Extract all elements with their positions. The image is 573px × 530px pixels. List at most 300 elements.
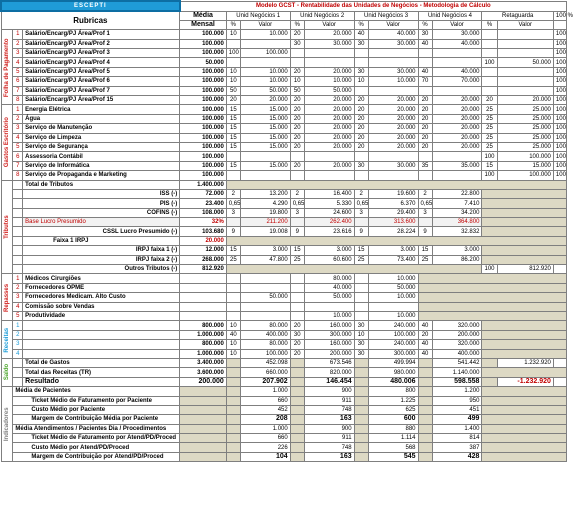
valor-cell: 25.000	[497, 142, 553, 151]
pct-cell: 10	[226, 67, 240, 76]
pct-cell: 30	[354, 161, 368, 170]
valor-cell	[432, 58, 482, 67]
pct-cell: 30	[418, 30, 432, 39]
pct-cell: 40	[418, 67, 432, 76]
valor-cell: 20.000	[304, 133, 354, 142]
valor-cell: 10.000	[304, 312, 354, 321]
pct-cell: 25	[482, 124, 497, 133]
indicador-value: 748	[304, 405, 354, 414]
pct-cell: 20	[418, 133, 432, 142]
valor-cell: 20.000	[368, 142, 418, 151]
indicadores-section-label: Indicadores	[1, 387, 13, 462]
base-lucro-value: 313.600	[368, 218, 418, 227]
valor-cell: 160.000	[304, 321, 354, 330]
indicador-name: Custo Médio por Paciente	[13, 405, 180, 414]
gastos-row	[1, 152, 567, 161]
resultado-value: 480.006	[368, 377, 418, 386]
indicador-name: Margem de Contribuição Média por Paciente	[13, 415, 180, 424]
valor-cell: 10.000	[368, 293, 418, 302]
pct-cell: 40	[418, 340, 432, 349]
pct-cell	[418, 152, 432, 161]
pct-cell	[290, 58, 304, 67]
gastos-row	[1, 133, 567, 142]
valor-cell: 400.000	[240, 330, 290, 339]
resultado-value: 598.558	[432, 377, 482, 386]
valor-cell	[304, 49, 354, 58]
valor-subheader: Valor	[304, 20, 354, 29]
indicador-name: Ticket Médio de Faturamento por Paciente	[13, 396, 180, 405]
rubrica-name: Água	[23, 114, 180, 123]
pct-cell: 15	[354, 246, 368, 255]
pct-cell: 40	[418, 349, 432, 358]
pct-cell: 3	[226, 208, 240, 217]
pct-cell: 20	[482, 96, 497, 105]
indicador-value: 163	[304, 452, 354, 461]
valor-cell: 34.200	[432, 208, 482, 217]
valor-cell: 22.800	[432, 189, 482, 198]
media-mensal-value: 100.000	[180, 96, 227, 105]
blank-cell	[553, 20, 566, 29]
pct-cell	[354, 152, 368, 161]
total-tributos-value: 1.400.000	[180, 180, 227, 189]
pct-cell: 10	[354, 330, 368, 339]
valor-cell: 15.000	[497, 161, 553, 170]
mensal-header: Mensal	[180, 20, 227, 29]
indicador-value: 545	[368, 452, 418, 461]
pct-cell: 20	[354, 142, 368, 151]
rubrica-name: Salário/Encarg/PJ Área/Prof 2	[23, 39, 180, 48]
media-mensal-value: 100.000	[180, 39, 227, 48]
tributo-media: 23.400	[180, 199, 227, 208]
pct-cell: 20	[290, 105, 304, 114]
indicador-row	[1, 405, 567, 414]
valor-cell: 100.000	[240, 349, 290, 358]
pct-cell: 25	[418, 255, 432, 264]
faixa-irpj-label: Faixa 1 IRPJ	[23, 236, 180, 245]
gastos-row	[1, 171, 567, 180]
pct-cell: 25	[354, 255, 368, 264]
repasse-name: Médicos Cirurgiões	[23, 274, 180, 283]
indicador-value: 387	[432, 443, 482, 452]
valor-cell: 19.800	[240, 208, 290, 217]
cssl-row	[1, 227, 567, 236]
rubrica-name: Serviço de Segurança	[23, 142, 180, 151]
valor-cell: 25.000	[497, 133, 553, 142]
valor-cell: 30.000	[368, 39, 418, 48]
folha-row	[1, 30, 567, 39]
total-pct-cell: 100	[553, 105, 566, 114]
rubricas-header: Rubricas	[1, 11, 180, 30]
pct-cell	[290, 152, 304, 161]
receita-row	[1, 330, 567, 339]
faixa-row	[1, 236, 567, 245]
pct-cell: 100	[482, 265, 497, 274]
indicador-value: 163	[304, 415, 354, 424]
pct-cell: 40	[354, 30, 368, 39]
valor-cell: 320.000	[432, 340, 482, 349]
valor-cell: 15.000	[240, 161, 290, 170]
receita-row	[1, 340, 567, 349]
pct-cell: 9	[226, 227, 240, 236]
cssl-media: 103.680	[180, 227, 227, 236]
valor-cell	[432, 49, 482, 58]
valor-cell	[432, 171, 482, 180]
tributo-media: 72.000	[180, 189, 227, 198]
total-pct-cell: 100	[553, 67, 566, 76]
pct-cell	[482, 39, 497, 48]
valor-cell: 80.000	[240, 321, 290, 330]
pct-cell	[482, 77, 497, 86]
folha-row	[1, 86, 567, 95]
resultado-value: 146.454	[304, 377, 354, 386]
valor-cell: 60.600	[304, 255, 354, 264]
folha-row	[1, 67, 567, 76]
pct-subheader: %	[482, 20, 497, 29]
rubrica-name: Salário/Encarg/PJ Área/Prof 5	[23, 67, 180, 76]
pct-cell	[290, 171, 304, 180]
tributos-total-row	[1, 180, 567, 189]
media-mensal-value: 100.000	[180, 133, 227, 142]
pct-cell: 10	[226, 340, 240, 349]
pct-cell: 20	[290, 133, 304, 142]
indicador-value: 900	[304, 424, 354, 433]
indicador-value: 428	[432, 452, 482, 461]
valor-cell: 86.200	[432, 255, 482, 264]
receita-media: 1.000.000	[180, 349, 227, 358]
valor-cell: 40.000	[432, 39, 482, 48]
pct-cell: 2	[290, 189, 304, 198]
total-pct-cell: 100	[553, 152, 566, 161]
valor-cell: 1.140.000	[432, 368, 482, 377]
valor-cell	[240, 171, 290, 180]
valor-cell: 15.000	[240, 142, 290, 151]
pct-cell: 15	[418, 246, 432, 255]
valor-cell: 673.546	[304, 358, 354, 367]
indicador-value: 451	[432, 405, 482, 414]
rubrica-name: Assessoria Contábil	[23, 152, 180, 161]
total-pct-cell: 100	[553, 39, 566, 48]
indicador-row	[1, 424, 567, 433]
valor-cell	[497, 67, 553, 76]
pct-cell: 9	[418, 227, 432, 236]
total-pct-cell: 100	[553, 58, 566, 67]
valor-cell: 35.000	[432, 161, 482, 170]
pct-cell: 15	[226, 246, 240, 255]
valor-cell: 3.000	[368, 246, 418, 255]
pct-cell	[354, 86, 368, 95]
valor-cell: 10.000	[368, 274, 418, 283]
valor-cell: 20.000	[432, 124, 482, 133]
valor-subheader: Valor	[368, 20, 418, 29]
media-header: Média	[180, 11, 227, 20]
folha-row	[1, 77, 567, 86]
row-index: 5	[13, 142, 23, 151]
pct-cell	[418, 49, 432, 58]
valor-cell: 300.000	[368, 349, 418, 358]
valor-cell: 16.400	[304, 189, 354, 198]
valor-cell	[368, 58, 418, 67]
pct-cell: 10	[354, 77, 368, 86]
pct-cell: 20	[354, 133, 368, 142]
total-tributos-label: Total de Tributos	[23, 180, 180, 189]
pct-cell: 20	[418, 96, 432, 105]
valor-cell: 20.000	[432, 133, 482, 142]
repasses-section-label: Repasses	[1, 274, 13, 321]
pct-cell: 15	[226, 124, 240, 133]
indicador-value: 900	[304, 387, 354, 396]
receita-row	[1, 349, 567, 358]
pct-cell: 30	[354, 340, 368, 349]
valor-cell: 3.000	[432, 246, 482, 255]
gastos-row	[1, 142, 567, 151]
gastos-row	[1, 161, 567, 170]
indicador-value: 911	[304, 434, 354, 443]
total-pct-cell: 100	[553, 124, 566, 133]
indicador-name: Custo Médio por Atend/PD/Proced	[13, 443, 180, 452]
row-index: 1	[13, 105, 23, 114]
total-pct-cell: 100	[553, 133, 566, 142]
valor-cell: 5.330	[304, 199, 354, 208]
media-mensal-value: 100.000	[180, 152, 227, 161]
valor-cell: 40.000	[432, 67, 482, 76]
total-receitas-row	[1, 368, 567, 377]
rubrica-name: Serviço de Manutenção	[23, 124, 180, 133]
valor-cell: 20.000	[304, 124, 354, 133]
valor-cell: 20.000	[304, 67, 354, 76]
indicador-row	[1, 415, 567, 424]
valor-cell	[432, 152, 482, 161]
valor-cell: 660.000	[240, 368, 290, 377]
valor-cell: 100.000	[497, 171, 553, 180]
row-index: 4	[13, 133, 23, 142]
total-gastos-media: 3.400.000	[180, 358, 227, 367]
pct-cell: 10	[226, 77, 240, 86]
folha-row	[1, 58, 567, 67]
pct-cell	[226, 152, 240, 161]
valor-cell: 30.000	[304, 39, 354, 48]
valor-cell: 20.000	[368, 124, 418, 133]
valor-cell: 20.000	[368, 133, 418, 142]
irpj2-row	[1, 255, 567, 264]
repasse-name: Comissão sobre Vendas	[23, 302, 180, 311]
pct-cell: 25	[482, 105, 497, 114]
indicador-value: 660	[240, 434, 290, 443]
pct-cell: 25	[290, 255, 304, 264]
total-pct-cell: 100	[553, 161, 566, 170]
tributo-name: ISS (-)	[23, 189, 180, 198]
total-receitas-label: Total das Receitas (TR)	[23, 368, 180, 377]
irpj1-row	[1, 246, 567, 255]
pct-cell	[226, 39, 240, 48]
total-pct-cell: 100	[553, 171, 566, 180]
rubrica-name: Salário/Encarg/PJ Área/Prof 15	[23, 96, 180, 105]
row-index: 7	[13, 161, 23, 170]
pct-cell: 15	[482, 161, 497, 170]
indicador-value: 226	[240, 443, 290, 452]
base-lucro-value: 211.200	[240, 218, 290, 227]
indicador-value: 911	[304, 396, 354, 405]
row-index: 2	[13, 330, 23, 339]
valor-cell	[304, 302, 354, 311]
row-index: 3	[13, 49, 23, 58]
pct-cell	[226, 58, 240, 67]
row-index: 2	[13, 283, 23, 292]
total-receitas-media: 3.600.000	[180, 368, 227, 377]
pct-cell: 20	[290, 161, 304, 170]
repasse-name: Fornecedores OPME	[23, 283, 180, 292]
pct-cell: 20	[290, 349, 304, 358]
indicador-name: Média Atendimentos / Pacientes Dia / Procedimentos	[13, 424, 180, 433]
valor-cell	[368, 152, 418, 161]
pct-cell: 10	[226, 30, 240, 39]
pct-cell: 15	[226, 114, 240, 123]
media-mensal-value: 100.000	[180, 161, 227, 170]
valor-cell: 20.000	[240, 96, 290, 105]
media-mensal-value: 100.000	[180, 49, 227, 58]
pct-cell	[482, 86, 497, 95]
row-index: 5	[13, 67, 23, 76]
receita-row	[1, 321, 567, 330]
valor-cell: 20.000	[368, 114, 418, 123]
row-index: 4	[13, 58, 23, 67]
pct-cell: 10	[226, 349, 240, 358]
folha-row	[1, 49, 567, 58]
valor-cell: 160.000	[304, 340, 354, 349]
valor-cell	[432, 86, 482, 95]
pct-cell: 15	[226, 142, 240, 151]
indicador-name: Média de Pacientes	[13, 387, 180, 396]
row-index: 3	[13, 293, 23, 302]
pct-cell: 100	[482, 152, 497, 161]
indicador-row	[1, 396, 567, 405]
valor-cell: 20.000	[432, 105, 482, 114]
pct-cell: 30	[354, 321, 368, 330]
valor-cell: 200.000	[432, 330, 482, 339]
valor-subheader: Valor	[497, 20, 553, 29]
valor-cell: 70.000	[432, 77, 482, 86]
valor-cell	[368, 49, 418, 58]
valor-cell	[368, 86, 418, 95]
valor-cell: 20.000	[368, 105, 418, 114]
pct-cell	[354, 49, 368, 58]
resultado-label: Resultado	[23, 377, 180, 386]
pct-cell: 15	[226, 105, 240, 114]
valor-cell	[497, 30, 553, 39]
pct-cell: 20	[418, 114, 432, 123]
row-index: 4	[13, 302, 23, 311]
valor-cell: 80.000	[240, 340, 290, 349]
valor-cell: 50.000	[304, 293, 354, 302]
pct-cell: 15	[290, 246, 304, 255]
indicador-name: Ticket Médio de Faturamento por Atend/PD/Proced	[13, 434, 180, 443]
row-index: 7	[13, 86, 23, 95]
valor-cell: 15.000	[240, 133, 290, 142]
pct-cell: 9	[290, 227, 304, 236]
row-index: 3	[13, 124, 23, 133]
valor-cell: 28.224	[368, 227, 418, 236]
pct-cell	[290, 49, 304, 58]
total-pct-cell: 100	[553, 96, 566, 105]
pct-cell: 2	[354, 189, 368, 198]
row-index: 2	[13, 114, 23, 123]
rubrica-name: Salário/Encarg/PJ Área/Prof 1	[23, 30, 180, 39]
pct-cell: 70	[418, 77, 432, 86]
valor-cell: 50.000	[368, 283, 418, 292]
irpj2-media: 268.000	[180, 255, 227, 264]
valor-cell: 15.000	[240, 114, 290, 123]
total-pct-cell: 100	[553, 30, 566, 39]
receitas-section-label: Receitas	[1, 321, 13, 359]
receita-media: 800.000	[180, 321, 227, 330]
valor-cell: 40.000	[304, 283, 354, 292]
gastos-section-label: Gastos Escritório	[1, 105, 13, 180]
pct-cell: 20	[418, 124, 432, 133]
total-pct-header: 100 %	[553, 11, 566, 20]
valor-cell	[240, 152, 290, 161]
pct-cell: 2	[226, 189, 240, 198]
pct-cell: 30	[354, 349, 368, 358]
repasse-row	[1, 274, 567, 283]
pct-cell	[482, 30, 497, 39]
pct-cell: 3	[290, 208, 304, 217]
pct-cell: 40	[418, 39, 432, 48]
row-index: 4	[13, 349, 23, 358]
valor-cell: 80.000	[304, 274, 354, 283]
valor-cell: 50.000	[240, 293, 290, 302]
folha-section-label: Folha de Pagamento	[1, 30, 13, 105]
base-lucro-pct: 32%	[180, 218, 227, 227]
indicador-value: 800	[368, 387, 418, 396]
row-index: 3	[13, 340, 23, 349]
base-lucro-label: Base Lucro Presumido	[23, 218, 180, 227]
un1-header: Unid Negócios 1	[226, 11, 290, 20]
pct-cell	[418, 58, 432, 67]
pct-subheader: %	[354, 20, 368, 29]
row-index: 6	[13, 77, 23, 86]
total-gastos-row	[1, 358, 567, 367]
media-mensal-value: 50.000	[180, 58, 227, 67]
valor-cell: 820.000	[304, 368, 354, 377]
pct-cell: 35	[418, 161, 432, 170]
repasse-row	[1, 302, 567, 311]
rubrica-name: Salário/Encarg/PJ Área/Prof 7	[23, 86, 180, 95]
valor-cell	[497, 49, 553, 58]
valor-cell: 10.000	[368, 312, 418, 321]
faixa-irpj-value: 20.000	[180, 236, 227, 245]
valor-cell: 50.000	[497, 58, 553, 67]
outros-row	[1, 265, 567, 274]
repasse-name: Produtividade	[23, 312, 180, 321]
repasse-row	[1, 283, 567, 292]
media-mensal-value: 100.000	[180, 86, 227, 95]
irpj1-media: 12.000	[180, 246, 227, 255]
valor-cell: 30.000	[432, 30, 482, 39]
pct-cell: 0,65	[418, 199, 432, 208]
pct-cell: 20	[290, 96, 304, 105]
valor-cell: 20.000	[304, 161, 354, 170]
total-pct-cell: 100	[553, 77, 566, 86]
indicador-value: 880	[368, 424, 418, 433]
valor-cell: 20.000	[304, 142, 354, 151]
total-pct-cell: 100	[553, 49, 566, 58]
rubrica-name: Serviço de Limpeza	[23, 133, 180, 142]
valor-cell: 15.000	[240, 105, 290, 114]
valor-cell: 24.600	[304, 208, 354, 217]
pct-cell: 20	[418, 330, 432, 339]
valor-cell: 20.000	[304, 114, 354, 123]
valor-cell: 541.442	[432, 358, 482, 367]
valor-cell: 10.000	[368, 77, 418, 86]
